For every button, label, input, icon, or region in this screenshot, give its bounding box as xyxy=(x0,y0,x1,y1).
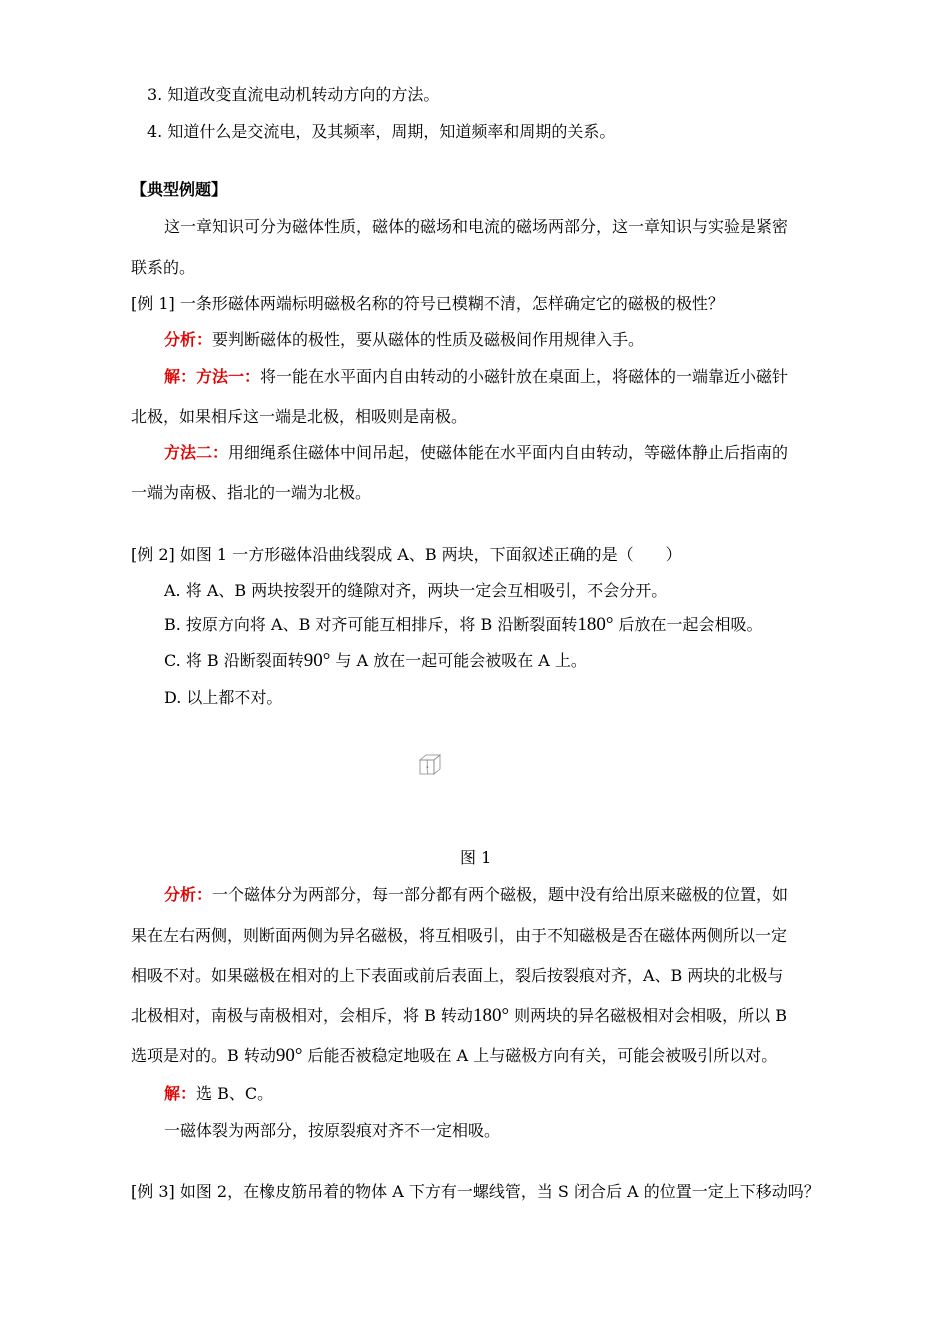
degree-180: 180° xyxy=(472,1005,510,1026)
method2-label: 方法二： xyxy=(164,443,229,462)
example-2-analysis-4 xyxy=(131,1006,787,1026)
section-heading: 【典型例题】 xyxy=(131,180,228,199)
degree-180: 180° xyxy=(577,614,614,635)
solution-label: 解： xyxy=(164,1084,197,1103)
figure-caption: 图 1 xyxy=(460,848,492,867)
analysis-text: 要判断磁体的极性，要从磁体的性质及磁极间作用规律入手。 xyxy=(212,330,645,349)
intro-line-2: 联系的。 xyxy=(131,258,196,277)
option-d: D. 以上都不对。 xyxy=(164,688,283,707)
example-3-question: [例 3] 如图 2，在橡皮筋吊着的物体 A 下方有一螺线管，当 S 闭合后 A 的位置一定上下移动吗？ xyxy=(131,1182,820,1201)
example-2-analysis-5 xyxy=(131,1046,777,1066)
objective-3: 3. 知道改变直流电动机转动方向的方法。 xyxy=(147,85,440,104)
analysis-text: 选项是对的。B 转动 xyxy=(131,1046,276,1065)
option-b-text: B. 按原方向将 A、B 对齐可能互相排斥，将 B 沿断裂面转 xyxy=(164,615,578,634)
example-2-question: [例 2] 如图 1 一方形磁体沿曲线裂成 A、B 两块，下面叙述正确的是（ ） xyxy=(131,545,682,564)
example-1-method2-line-2: 一端为南极、指北的一端为北极。 xyxy=(131,483,372,502)
analysis-text: 一个磁体分为两部分，每一部分都有两个磁极，题中没有给出原来磁极的位置，如 xyxy=(212,885,789,904)
objective-4: 4. 知道什么是交流电，及其频率，周期，知道频率和周期的关系。 xyxy=(147,122,616,141)
option-a: A. 将 A、B 两块按裂开的缝隙对齐，两块一定会互相吸引，不会分开。 xyxy=(164,581,668,600)
example-2-solution xyxy=(164,1084,273,1104)
analysis-text-end: 则两块的异名磁极相对会相吸，所以 B xyxy=(509,1006,787,1025)
option-c-text-end: 与 A 放在一起可能会被吸在 A 上。 xyxy=(330,651,587,670)
example-2-analysis-1 xyxy=(164,885,788,905)
split-magnet-figure xyxy=(418,752,442,776)
example-1-question: [例 1] 一条形磁体两端标明磁极名称的符号已模糊不清，怎样确定它的磁极的极性？ xyxy=(131,294,724,313)
analysis-text-end: 后能否被稳定地吸在 A 上与磁极方向有关，可能会被吸引所以对。 xyxy=(302,1046,778,1065)
option-c-text: C. 将 B 沿断裂面转 xyxy=(164,651,304,670)
option-b xyxy=(164,615,763,635)
analysis-label: 分析： xyxy=(164,330,213,349)
example-1-method2-line-1 xyxy=(164,443,788,463)
example-2-analysis-3: 相吸不对。如果磁极在相对的上下表面或前后表面上，裂后按裂痕对齐，A、B 两块的北极与 xyxy=(131,966,784,985)
degree-90: 90° xyxy=(303,650,331,671)
example-1-analysis xyxy=(164,330,644,350)
example-2-analysis-2: 果在左右两侧，则断面两侧为异名磁极，将互相吸引，由于不知磁极是否在磁体两侧所以一定 xyxy=(131,926,788,945)
option-b-text-end: 后放在一起会相吸。 xyxy=(613,615,763,634)
example-1-solution-line-1 xyxy=(164,367,788,387)
intro-line-1: 这一章知识可分为磁体性质，磁体的磁场和电流的磁场两部分，这一章知识与实验是紧密 xyxy=(164,217,789,236)
solution-text: 选 B、C。 xyxy=(196,1084,274,1103)
example-2-note: 一磁体裂为两部分，按原裂痕对齐不一定相吸。 xyxy=(164,1121,501,1140)
analysis-label: 分析： xyxy=(164,885,213,904)
solution-method1-label: 解：方法一： xyxy=(164,367,261,386)
method2-text: 用细绳系住磁体中间吊起，使磁体能在水平面内自由转动，等磁体静止后指南的 xyxy=(228,443,789,462)
degree-90: 90° xyxy=(275,1045,303,1066)
example-1-solution-line-2: 北极，如果相斥这一端是北极，相吸则是南极。 xyxy=(131,407,468,426)
solution-method1-text: 将一能在水平面内自由转动的小磁针放在桌面上，将磁体的一端靠近小磁针 xyxy=(260,367,789,386)
analysis-text: 北极相对，南极与南极相对，会相斥，将 B 转动 xyxy=(131,1006,473,1025)
option-c xyxy=(164,651,587,671)
